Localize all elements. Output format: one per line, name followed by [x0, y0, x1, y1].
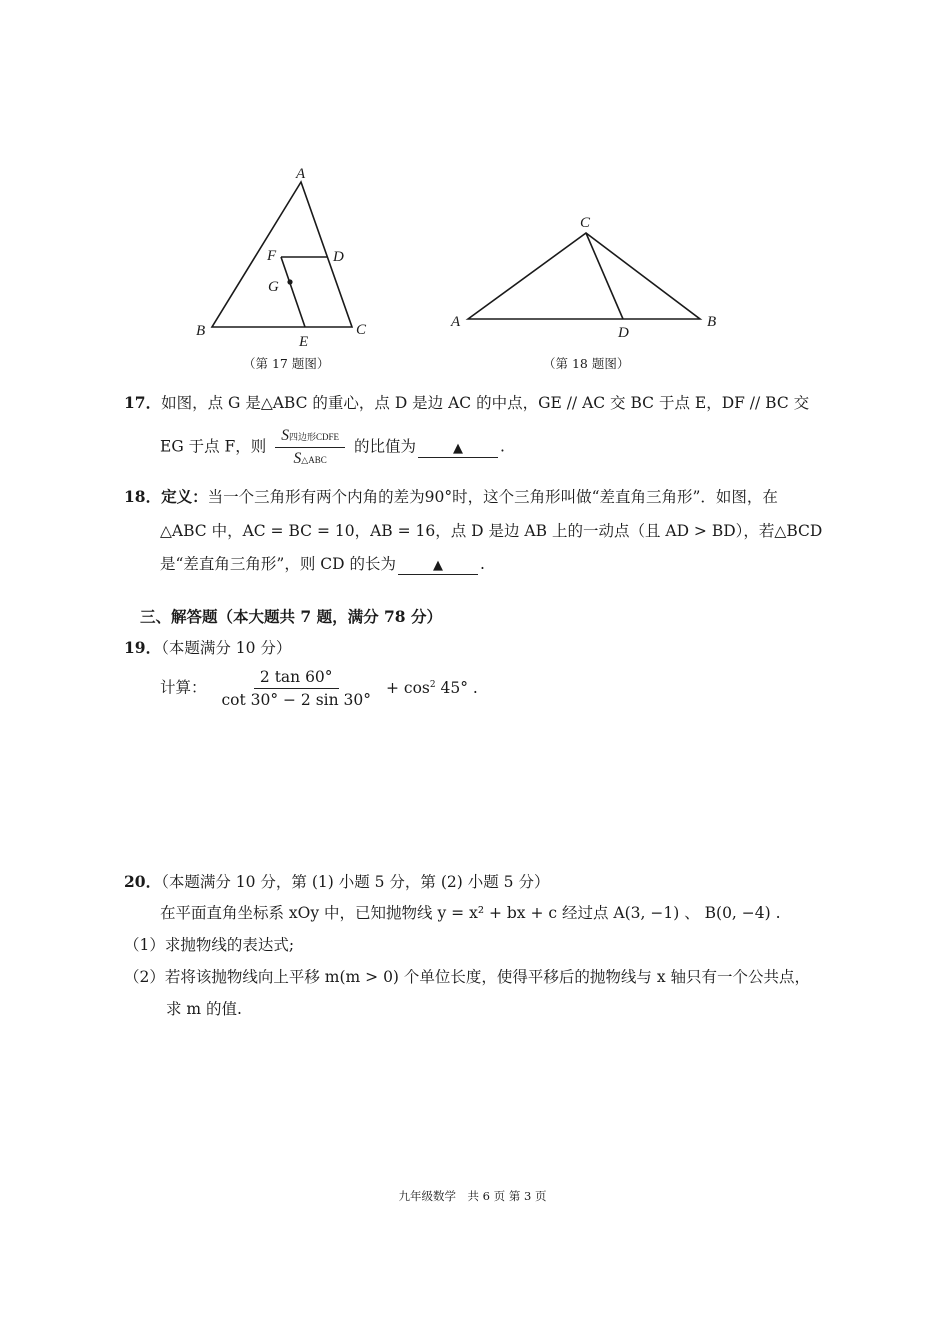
figure-17 — [190, 160, 380, 360]
triangle-abc-18 — [468, 233, 700, 319]
q20-score: （本题满分 10 分，第 (1) 小题 5 分，第 (2) 小题 5 分） — [161, 873, 550, 891]
label-b-18: B — [707, 314, 717, 330]
label-a-17: A — [296, 166, 306, 182]
label-f-17: F — [267, 248, 277, 264]
q18-text-line1: 当一个三角形有两个内角的差为90°时，这个三角形叫做“差直角三角形”．如图，在 — [207, 488, 778, 506]
q18-text-line3: 是“差直角三角形”，则 CD 的长为 — [160, 555, 396, 573]
q17-line2: EG 于点 F，则 $\frac{\text{S四边形CDFE}}{\text{S△ABC}}$ 的比值为 ▲ . — [160, 427, 505, 467]
q17-text-line2: EG 于点 F，则 — [160, 437, 267, 456]
label-c-18: C — [580, 215, 591, 231]
q18-number: 18． — [124, 487, 162, 506]
q18-answer-blank[interactable]: ▲ — [398, 558, 478, 575]
q20-part2-line1: （2）若将该抛物线向上平移 m(m > 0) 个单位长度，使得平移后的抛物线与 x 轴只有一个公共点， — [124, 968, 811, 986]
segment-fe — [281, 257, 305, 327]
q20-part2-line2: 求 m 的值. — [166, 1000, 242, 1018]
q20-part1: （1）求抛物线的表达式; — [124, 936, 295, 954]
label-d-17: D — [333, 249, 344, 265]
section-3-heading: 三、解答题（本大题共 7 题，满分 78 分） — [140, 607, 442, 626]
q17-answer-blank[interactable]: ▲ — [418, 441, 498, 458]
q17-text-line1: 如图，点 G 是△ABC 的重心，点 D 是边 AC 的中点，GE // AC 交 BC 于点 E，DF // BC 交 — [161, 394, 810, 412]
q19-label: 计算： — [160, 678, 207, 697]
label-a-18: A — [451, 314, 461, 330]
q18-line1 — [124, 485, 778, 507]
q19-numerator: 2 tan 60° — [254, 668, 339, 689]
triangle-abc-17 — [212, 182, 352, 327]
q17-den-subscript: △ABC — [301, 455, 327, 465]
q20-header — [124, 870, 549, 892]
caption-fig18: （第 18 题图） — [543, 356, 630, 371]
q18-line3: 是“差直角三角形”，则 CD 的长为 ▲ . — [160, 555, 485, 573]
page-footer: 九年级数学 共 6 页 第 3 页 — [398, 1189, 547, 1203]
q20-stem: 在平面直角坐标系 xOy 中，已知抛物线 y = x² + bx + c 经过点 A(3, −1) 、 B(0, −4) . — [160, 904, 781, 922]
label-c-17: C — [356, 322, 367, 338]
figure-18 — [440, 205, 730, 345]
q17-text-after: 的比值为 — [353, 437, 416, 456]
caption-fig17: （第 17 题图） — [243, 356, 330, 371]
label-g-17: G — [268, 279, 279, 295]
q17-number: 17． — [124, 393, 162, 412]
q17-area-ratio: $\frac{\text{S四边形CDFE}}{\text{S△ABC}}$ — [275, 427, 345, 468]
segment-cd — [586, 233, 623, 319]
q19-denominator: cot 30° − 2 sin 30° — [221, 691, 372, 709]
q19-tail: + $\cos^2 45^\circ$ . — [385, 678, 478, 697]
q19-expression — [160, 668, 478, 709]
q19-header — [124, 636, 291, 658]
label-d-18: D — [618, 325, 629, 341]
q19-score: （本题满分 10 分） — [161, 639, 292, 657]
q17-line1 — [124, 391, 809, 413]
q18-line2: △ABC 中，AC = BC = 10，AB = 16，点 D 是边 AB 上的一动点（且 AD > BD），若△BCD — [160, 522, 823, 540]
q17-num-subscript: 四边形CDFE — [289, 432, 340, 442]
label-e-17: E — [299, 334, 309, 350]
q18-definition-label: 定义： — [161, 487, 208, 506]
point-g — [287, 279, 292, 284]
q19-number: 19． — [124, 638, 162, 657]
q20-number: 20． — [124, 872, 162, 891]
label-b-17: B — [196, 323, 206, 339]
q19-fraction — [215, 668, 377, 709]
